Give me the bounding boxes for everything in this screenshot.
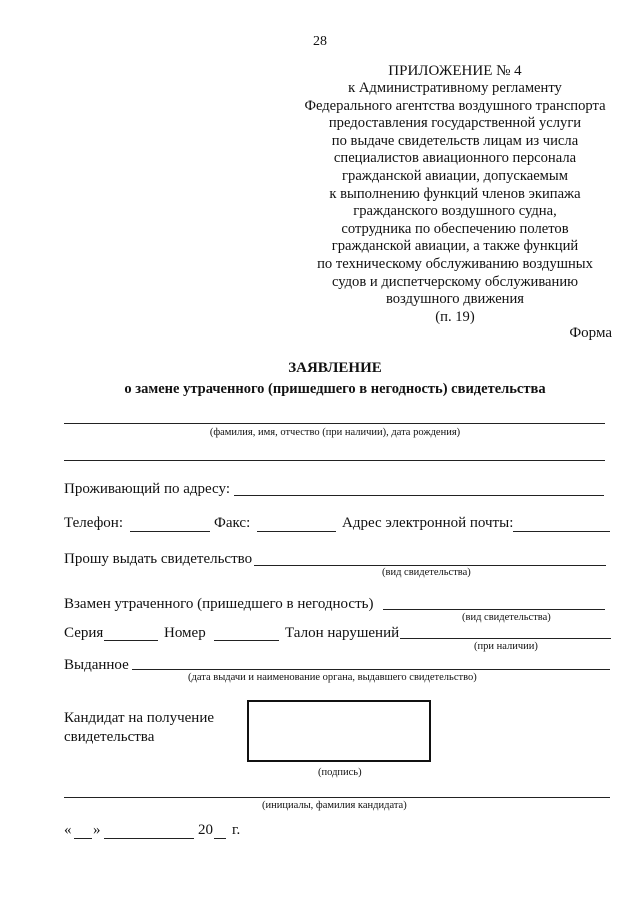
replacement-label: Взамен утраченного (пришедшего в негодность): [64, 596, 374, 612]
appendix-line: по техническому обслуживанию воздушных: [317, 255, 593, 272]
email-field[interactable]: [513, 531, 610, 532]
page-number: 28: [313, 34, 327, 49]
series-label: Серия: [64, 625, 104, 641]
date-quote-open: «: [64, 822, 72, 838]
date-day-field[interactable]: [74, 838, 92, 839]
appendix-line: предоставления государственной услуги: [328, 115, 582, 132]
address-label: Проживающий по адресу:: [64, 481, 230, 497]
appendix-line: (п. 19): [435, 308, 475, 325]
appendix-line: сотрудника по обеспечению полетов: [341, 220, 569, 237]
appendix-title: ПРИЛОЖЕНИЕ № 4: [388, 63, 522, 79]
fax-field[interactable]: [257, 531, 336, 532]
issued-field[interactable]: [132, 669, 610, 670]
fax-label: Факс:: [214, 515, 251, 531]
date-year-suffix: г.: [232, 822, 241, 838]
address-field[interactable]: [234, 495, 604, 496]
document-subtitle: о замене утраченного (пришедшего в негодность) свидетельства: [124, 381, 546, 397]
appendix-line: специалистов авиационного персонала: [333, 150, 577, 167]
date-quote-close: »: [93, 822, 101, 838]
appendix-line: по выдаче свидетельств лицам из числа: [331, 132, 579, 149]
phone-label: Телефон:: [64, 515, 123, 531]
fio-line-continued[interactable]: [64, 460, 605, 461]
appendix-block: [250, 62, 640, 326]
cert-type-field[interactable]: [254, 565, 606, 566]
fio-line[interactable]: [64, 423, 605, 424]
issued-label: Выданное: [64, 657, 129, 673]
series-field[interactable]: [104, 640, 158, 641]
request-label: Прошу выдать свидетельство: [64, 551, 253, 567]
initials-hint: (инициалы, фамилия кандидата): [262, 800, 407, 811]
appendix-line: воздушного движения: [385, 291, 525, 308]
phone-field[interactable]: [130, 531, 210, 532]
number-label: Номер: [164, 625, 206, 641]
cert-type-hint: (вид свидетельства): [382, 567, 471, 578]
violations-field[interactable]: [400, 638, 611, 639]
date-month-field[interactable]: [104, 838, 194, 839]
signature-hint: (подпись): [318, 767, 362, 778]
appendix-line: к выполнению функций членов экипажа: [329, 185, 581, 202]
appendix-line: гражданского воздушного судна,: [353, 203, 557, 220]
appendix-line: Федерального агентства воздушного транспорта: [304, 97, 606, 114]
date-year-prefix: 20: [198, 822, 213, 838]
appendix-line: к Административному регламенту: [348, 80, 562, 96]
initials-field[interactable]: [64, 797, 610, 798]
appendix-line: гражданской авиации, а также функций: [331, 238, 579, 255]
form-label: Форма: [569, 325, 612, 341]
appendix-line: судов и диспетчерскому обслуживанию: [331, 273, 579, 290]
appendix-line: гражданской авиации, допускаемым: [342, 167, 568, 184]
violations-label: Талон нарушений: [285, 625, 400, 641]
fio-hint: (фамилия, имя, отчество (при наличии), дата рождения): [209, 427, 461, 438]
replacement-field[interactable]: [383, 609, 605, 610]
number-field[interactable]: [214, 640, 279, 641]
email-label: Адрес электронной почты:: [342, 515, 514, 531]
issued-hint: (дата выдачи и наименование органа, выдавшего свидетельство): [188, 672, 477, 683]
date-year-field[interactable]: [214, 838, 226, 839]
signature-box[interactable]: [247, 700, 431, 762]
replacement-hint: (вид свидетельства): [462, 612, 551, 623]
candidate-label: Кандидат на получение свидетельства: [64, 710, 215, 745]
document-title: ЗАЯВЛЕНИЕ: [288, 360, 382, 376]
violations-hint: (при наличии): [474, 641, 538, 652]
